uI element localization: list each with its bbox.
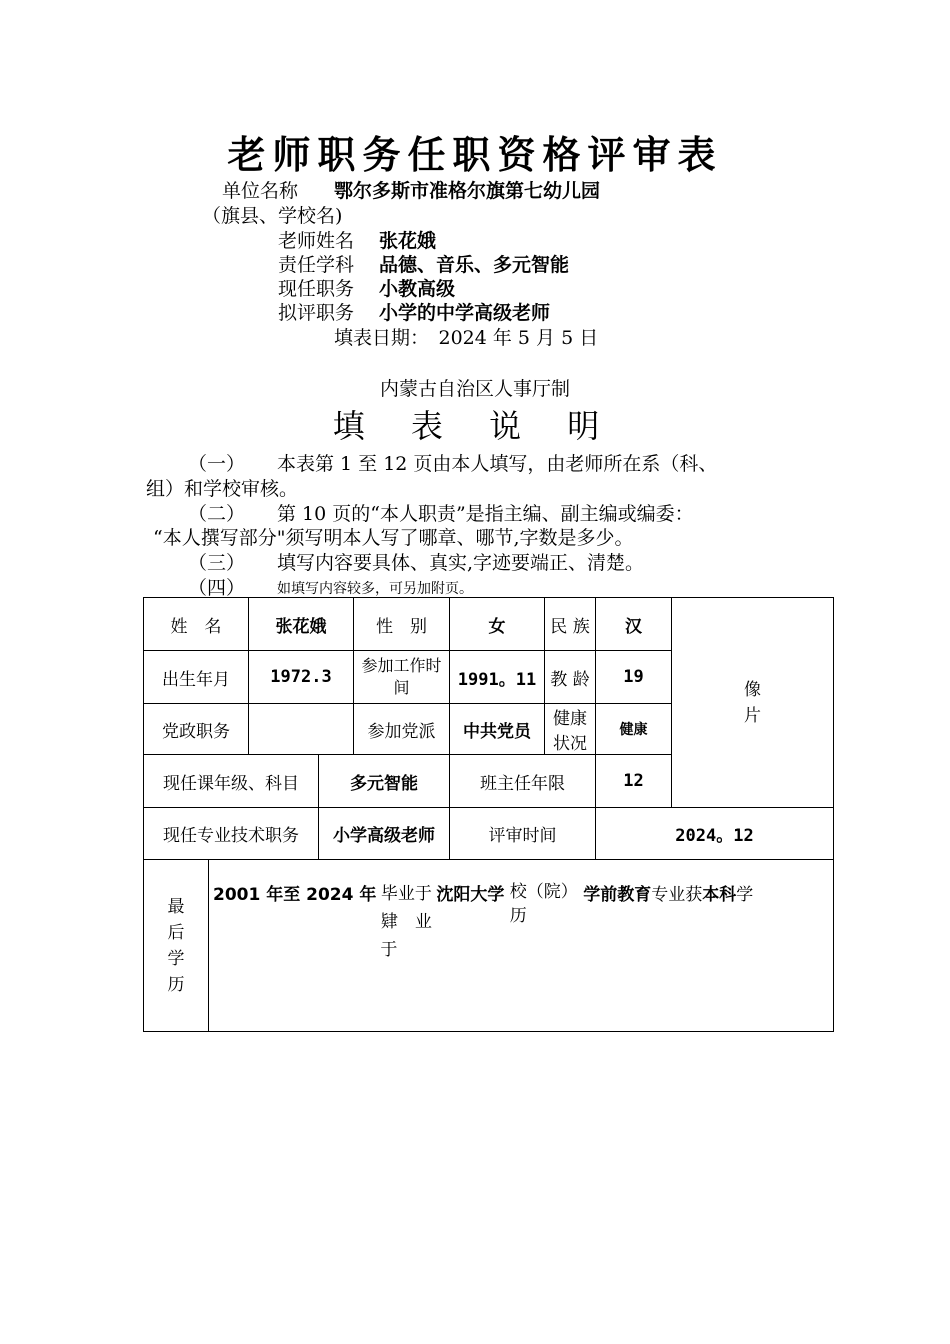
unit-label: 单位名称 <box>222 180 299 202</box>
gender-value: 女 <box>450 598 545 651</box>
instruction-3-text: 填写内容要具体、真实,字迹要端正、清楚。 <box>277 552 645 574</box>
instruction-1-text: 本表第 1 至 12 页由本人填写，由老师所在系（科、 <box>277 453 718 475</box>
current-post-value: 小教高级 <box>379 278 456 300</box>
health-value: 健康 <box>596 704 672 755</box>
photo-label-1: 像 <box>744 679 761 700</box>
gender-label: 性 别 <box>354 598 450 651</box>
party-post-value <box>249 704 354 755</box>
instruction-1-cont: 组）和学校审核。 <box>146 478 299 500</box>
fill-date: 填表日期： 2024 年 5 月 5 日 <box>334 327 599 349</box>
edu-content <box>209 860 834 1032</box>
edu-major-suffix: 专业获 <box>651 885 703 905</box>
instruction-3-num: （三） <box>188 552 246 574</box>
tech-post-value: 小学高级老师 <box>319 808 450 860</box>
ethnicity-value: 汉 <box>596 598 672 651</box>
subject-label: 责任学科 <box>278 254 355 276</box>
party-value: 中共党员 <box>450 704 545 755</box>
teaching-years-label: 教 龄 <box>545 651 596 704</box>
teacher-value: 张花娥 <box>379 230 437 252</box>
subject-value: 品德、音乐、多元智能 <box>379 254 570 276</box>
photo-label-2: 片 <box>744 705 761 726</box>
current-course-label: 现任课年级、科目 <box>144 755 319 808</box>
ethnicity-label: 民 族 <box>545 598 596 651</box>
review-time-label: 评审时间 <box>450 808 596 860</box>
edu-grad-1: 毕业于 <box>380 884 432 904</box>
page-title: 老师职务任职资格评审表 <box>227 133 723 177</box>
teaching-years-value: 19 <box>596 651 672 704</box>
edu-grad-3: 于 <box>380 940 398 960</box>
instruction-4-text: 如填写内容较多，可另加附页。 <box>277 581 473 597</box>
edu-label: 最后学历 <box>167 896 185 995</box>
proposed-post-label: 拟评职务 <box>278 302 355 324</box>
unit-note: （旗县、学校名) <box>202 205 343 227</box>
birth-value: 1972.3 <box>249 651 354 704</box>
instruction-2-num: （二） <box>188 503 246 525</box>
party-label: 参加党派 <box>354 704 450 755</box>
edu-degree: 本科 <box>702 885 737 905</box>
current-post-label: 现任职务 <box>278 278 355 300</box>
edu-school-suffix-2: 历 <box>509 906 527 926</box>
edu-degree-suffix: 学 <box>736 885 754 905</box>
issuer: 内蒙古自治区人事厅制 <box>379 378 570 400</box>
teacher-label: 老师姓名 <box>278 230 355 252</box>
head-teacher-label: 班主任年限 <box>450 755 596 808</box>
edu-years: 2001 年至 2024 年 <box>213 885 377 905</box>
work-start-value: 1991。11 <box>450 651 545 704</box>
health-label: 健康状况 <box>545 704 596 755</box>
current-course-value: 多元智能 <box>319 755 450 808</box>
head-teacher-value: 12 <box>596 755 672 808</box>
photo-box <box>672 598 834 808</box>
instruction-2-cont: “本人撰写部分"须写明本人写了哪章、哪节,字数是多少。 <box>153 527 634 549</box>
tech-post-label: 现任专业技术职务 <box>144 808 319 860</box>
instruction-2-text: 第 10 页的“本人职责”是指主编、副主编或编委： <box>277 503 694 525</box>
name-value: 张花娥 <box>249 598 354 651</box>
edu-major: 学前教育 <box>583 885 652 905</box>
party-post-label: 党政职务 <box>144 704 249 755</box>
edu-school: 沈阳大学 <box>436 885 505 905</box>
instruction-4-num: （四） <box>188 577 246 599</box>
edu-label-cell <box>144 860 209 1032</box>
unit-value: 鄂尔多斯市准格尔旗第七幼儿园 <box>334 180 601 202</box>
teacher-info-table <box>143 597 834 1032</box>
work-start-label: 参加工作时间 <box>354 651 450 704</box>
birth-label: 出生年月 <box>144 651 249 704</box>
edu-school-suffix: 校（院） <box>509 882 578 902</box>
edu-grad-2: 肄 业 <box>380 912 432 932</box>
proposed-post-value: 小学的中学高级老师 <box>379 302 551 324</box>
instructions-heading: 填 表 说 明 <box>332 407 618 445</box>
name-label: 姓 名 <box>144 598 249 651</box>
instruction-1-num: （一） <box>188 453 246 475</box>
review-time-value: 2024。12 <box>596 808 834 860</box>
